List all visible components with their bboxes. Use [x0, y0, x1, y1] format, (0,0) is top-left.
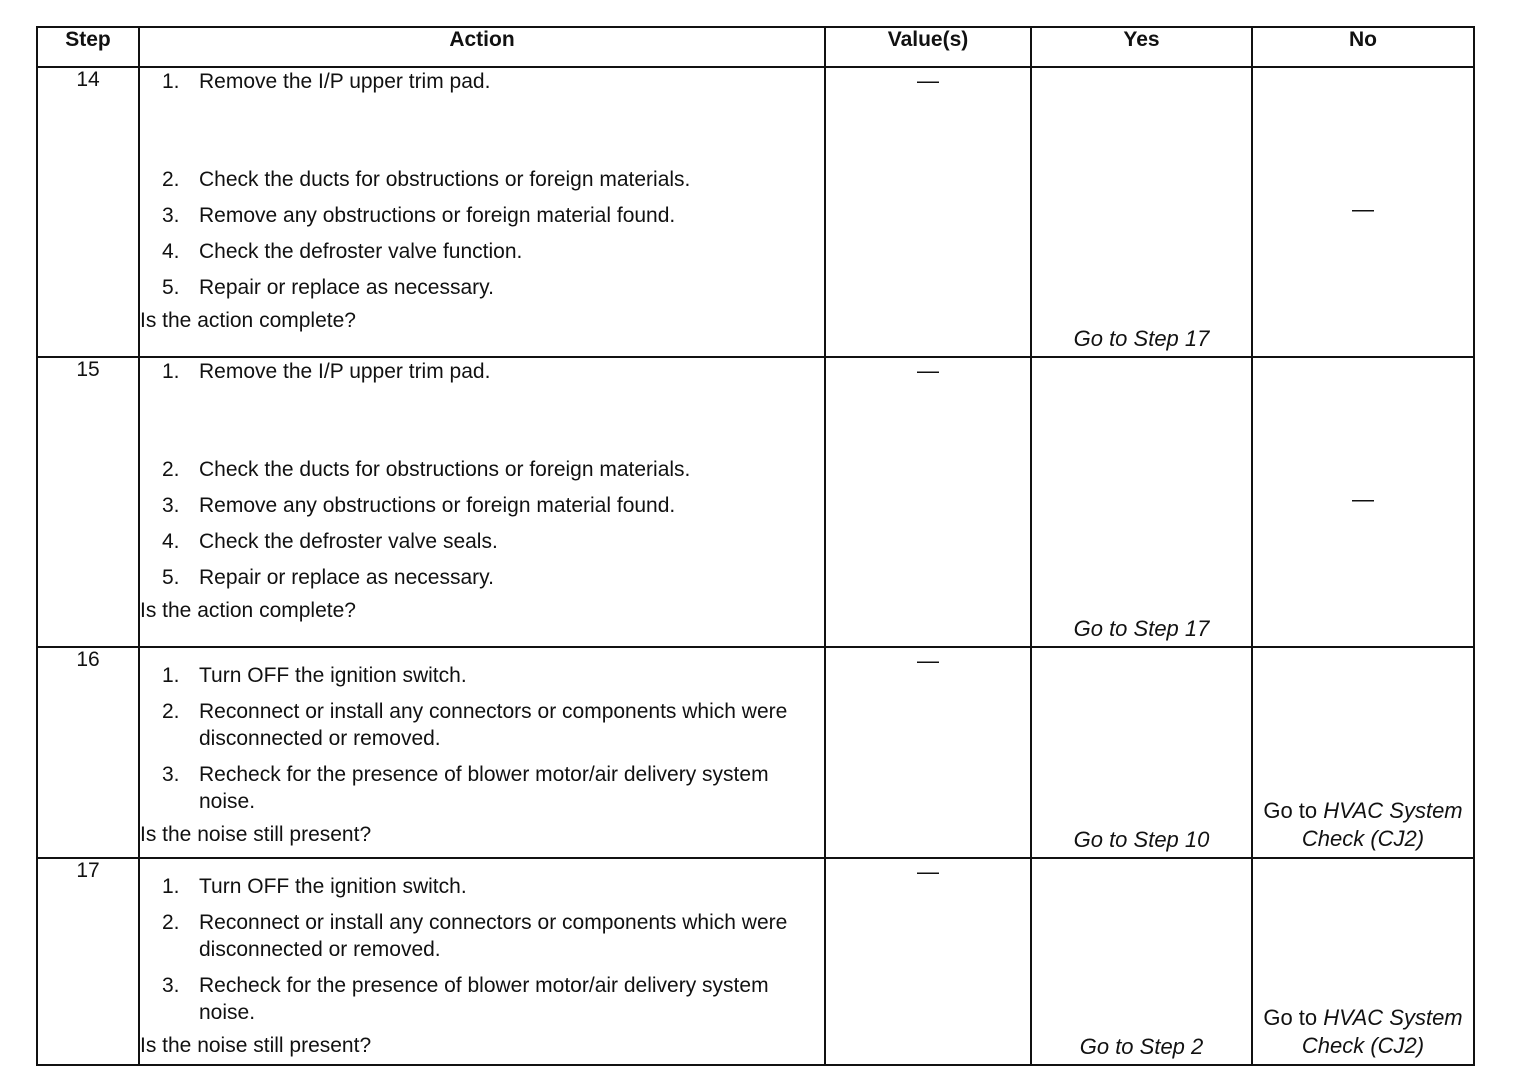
diagnostic-table — [36, 26, 1475, 1066]
step-number: 16 — [37, 647, 139, 858]
yes-goto: Go to Step 17 — [1073, 616, 1210, 641]
yes-cell — [1031, 67, 1252, 357]
header-row — [37, 27, 1474, 67]
no-cell — [1252, 858, 1474, 1065]
no-value: — — [1352, 196, 1374, 222]
action-item: 1. Turn OFF the ignition switch. — [162, 875, 467, 898]
value-cell: — — [825, 647, 1031, 858]
yes-cell — [1031, 858, 1252, 1065]
action-item: 2. Check the ducts for obstructions or foreign materials. — [162, 458, 691, 481]
no-goto: Go to HVAC System Check (CJ2) — [1263, 798, 1463, 851]
action-item: 5. Repair or replace as necessary. — [162, 276, 494, 299]
action-item: 1. Remove the I/P upper trim pad. — [162, 360, 491, 383]
action-item: 5. Repair or replace as necessary. — [162, 566, 494, 589]
no-value: — — [1352, 486, 1374, 512]
action-cell — [139, 357, 825, 647]
table-row — [37, 67, 1474, 357]
action-question: Is the noise still present? — [140, 1034, 372, 1057]
yes-goto: Go to Step 10 — [1073, 827, 1210, 852]
action-item: 2. Reconnect or install any connectors or components which were disconnected or removed. — [162, 911, 788, 961]
action-question: Is the action complete? — [140, 599, 356, 622]
yes-cell — [1031, 647, 1252, 858]
value-cell: — — [825, 357, 1031, 647]
action-item: 3. Recheck for the presence of blower motor/air delivery system noise. — [162, 763, 769, 813]
header-action: Action — [139, 27, 825, 67]
action-cell — [139, 67, 825, 357]
yes-goto: Go to Step 17 — [1073, 326, 1210, 351]
action-item: 1. Turn OFF the ignition switch. — [162, 664, 467, 687]
action-item: 3. Remove any obstructions or foreign material found. — [162, 494, 676, 517]
table-row — [37, 357, 1474, 647]
header-values: Value(s) — [825, 27, 1031, 67]
value-cell: — — [825, 858, 1031, 1065]
action-item: 1. Remove the I/P upper trim pad. — [162, 70, 491, 93]
no-cell — [1252, 647, 1474, 858]
action-item: 4. Check the defroster valve function. — [162, 240, 523, 263]
step-number: 15 — [37, 357, 139, 647]
yes-cell — [1031, 357, 1252, 647]
action-item: 3. Recheck for the presence of blower motor/air delivery system noise. — [162, 974, 769, 1024]
action-question: Is the action complete? — [140, 309, 356, 332]
action-question: Is the noise still present? — [140, 823, 372, 846]
action-item: 2. Check the ducts for obstructions or foreign materials. — [162, 168, 691, 191]
header-step: Step — [37, 27, 139, 67]
action-item: 2. Reconnect or install any connectors or components which were disconnected or removed. — [162, 700, 788, 750]
action-cell — [139, 647, 825, 858]
no-goto: Go to HVAC System Check (CJ2) — [1263, 1005, 1463, 1058]
header-yes: Yes — [1031, 27, 1252, 67]
table-row — [37, 858, 1474, 1065]
action-item: 4. Check the defroster valve seals. — [162, 530, 498, 553]
yes-goto: Go to Step 2 — [1079, 1034, 1204, 1059]
no-cell — [1252, 67, 1474, 357]
step-number: 14 — [37, 67, 139, 357]
table-row — [37, 647, 1474, 858]
action-cell — [139, 858, 825, 1065]
step-number: 17 — [37, 858, 139, 1065]
action-item: 3. Remove any obstructions or foreign material found. — [162, 204, 676, 227]
value-cell: — — [825, 67, 1031, 357]
no-cell — [1252, 357, 1474, 647]
header-no: No — [1252, 27, 1474, 67]
